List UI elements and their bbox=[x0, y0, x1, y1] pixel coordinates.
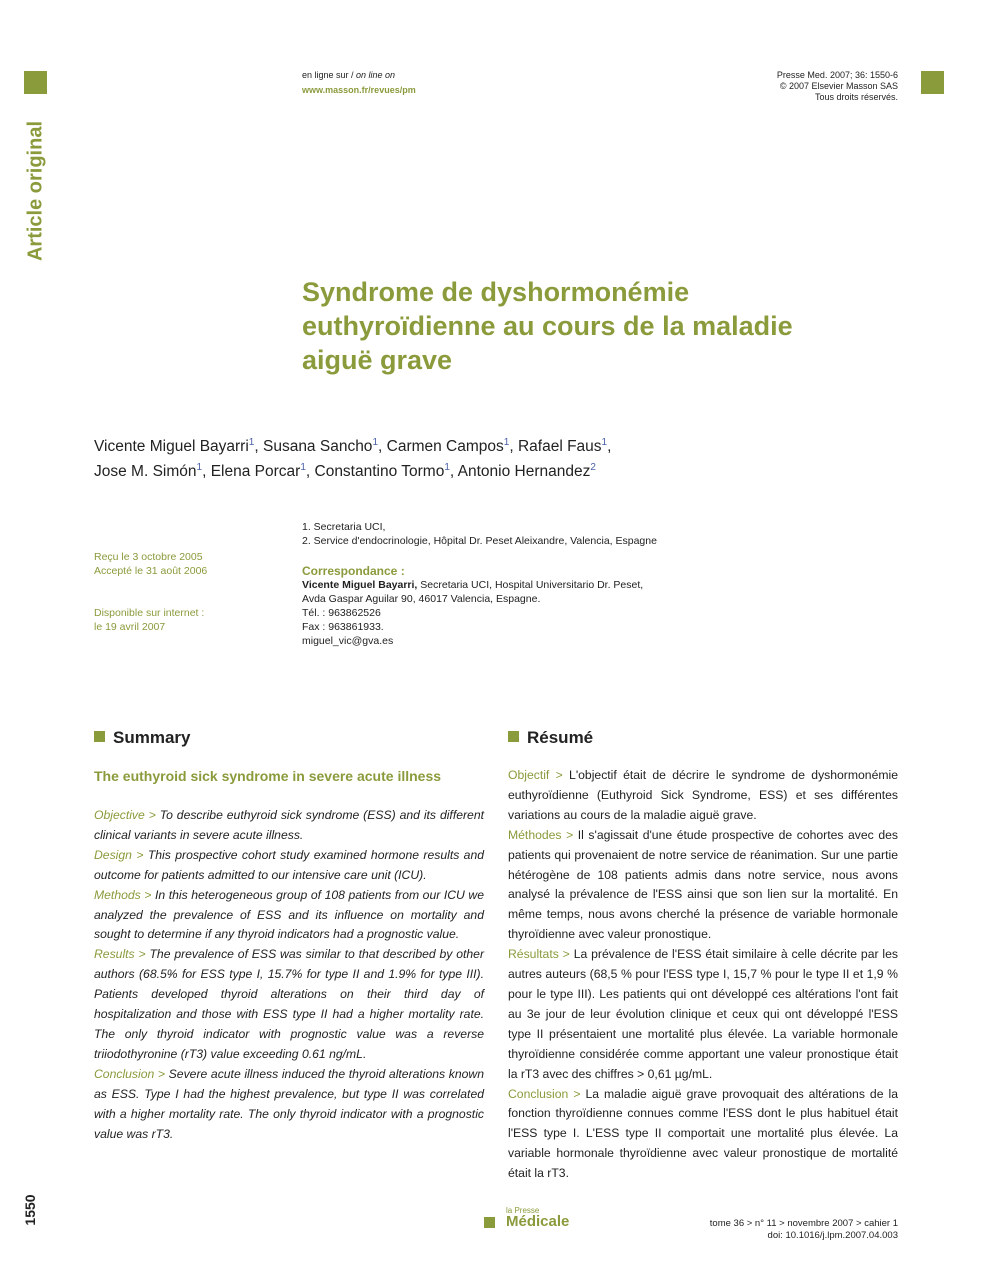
summary-conclusion: Conclusion > Severe acute illness induced the thyroid alterations known as ESS. Type I had the highest prevalence, but type II was correlated with a higher mortality rate. The only thyroid indicator with a prognostic value was rT3. bbox=[94, 1066, 484, 1141]
authors-line-1: Vicente Miguel Bayarri$^1$, Susana Sancho$^1$, Carmen Campos$^1$, Rafael Faus$^1$, bbox=[94, 437, 612, 456]
citation: Presse Med. 2007; 36: 1550-6 bbox=[776, 70, 898, 80]
summary-results: Results > The prevalence of ESS was similar to that described by other authors (68.5% for ESS type I, 15.7% for type II and 1.9% for type III). Patients developed thyroid alterations on their third day of hospitalization and those with ESS type II had a higher mortality rate. The only thyroid indicator with prognostic value was a reverse triiodothyronine (rT3) value exceeding 0.61 ng/mL. bbox=[94, 947, 485, 1061]
resume-methodes: Méthodes > Il s'agissait d'une étude prospective de cohortes avec des patients qui provenaient de notre service de réanimation. Sur une partie hétérogène de 108 patients admis dans notre service, nous avons analysé la prévalence de l'ESS ainsi que son lien sur la mortalité. En même temps, nous avons cherché la présence de variable hormonale thyroïdienne avec valeur pronostique. bbox=[508, 827, 898, 942]
article-title: Syndrome de dyshormonémie euthyroïdienne au cours de la maladie aiguë grave bbox=[302, 277, 793, 375]
issue-info: tome 36 > n° 11 > novembre 2007 > cahier 1 doi: 10.1016/j.lpm.2007.04.003 bbox=[709, 1218, 898, 1241]
summary-objective: Objective > To describe euthyroid sick syndrome (ESS) and its different clinical variants in severe acute illness. bbox=[94, 808, 484, 842]
bullet-square-icon bbox=[508, 731, 519, 742]
summary-heading: Summary bbox=[94, 728, 190, 748]
article-dates: Reçu le 3 octobre 2005 Accepté le 31 août 2006 Disponible sur internet : le 19 avril 2007 bbox=[94, 551, 208, 633]
page-number: 1550 bbox=[22, 1194, 38, 1226]
corner-square-right bbox=[921, 71, 944, 94]
bullet-square-icon bbox=[94, 731, 105, 742]
resume-body bbox=[508, 766, 898, 1184]
email-link[interactable]: miguel_vic@gva.es bbox=[302, 635, 394, 647]
copyright: © 2007 Elsevier Masson SAS bbox=[779, 81, 898, 91]
online-header: en ligne sur / on line on www.masson.fr/revues/pm bbox=[302, 70, 416, 95]
summary-design: Design > This prospective cohort study examined hormone results and outcome for patients admitted to our intensive care unit (ICU). bbox=[94, 847, 485, 882]
article-type-label: Article original bbox=[24, 120, 47, 261]
logo-square-icon bbox=[484, 1217, 495, 1228]
journal-url[interactable]: www.masson.fr/revues/pm bbox=[302, 85, 416, 95]
summary-methods: Methods > In this heterogeneous group of 108 patients from our ICU we analyzed the prevalence of ESS and its influence on mortality and sought to determine if any thyroid indicators had a prognostic value. bbox=[94, 887, 484, 942]
resume-objectif: Objectif > L'objectif était de décrire le syndrome de dyshormonémie euthyroïdienne (Euthyroid Sick Syndrome, ESS) et ses différentes variations au cours de la maladie aiguë grave. bbox=[508, 768, 898, 822]
corner-square-left bbox=[24, 71, 47, 94]
citation-header bbox=[638, 70, 898, 103]
english-title: The euthyroid sick syndrome in severe acute illness bbox=[94, 768, 442, 784]
rights: Tous droits réservés. bbox=[814, 92, 898, 102]
summary-body bbox=[94, 806, 484, 1144]
authors-line-2: Jose M. Simón$^1$, Elena Porcar$^1$, Constantino Tormo$^1$, Antonio Hernandez$^2$ bbox=[94, 462, 596, 481]
journal-logo: la Presse Médicale bbox=[484, 1206, 569, 1230]
correspondence-block: Correspondance : Vicente Miguel Bayarri, Secretaria UCI, Hospital Universitario Dr. Peset, Avda Gaspar Aguilar 90, 46017 Valencia, Espagne. Tél. : 963862526 Fax : 963861933. miguel_vic@gva.es bbox=[302, 564, 742, 648]
resume-resultats: Résultats > La prévalence de l'ESS était similaire à celle décrite par les autres auteurs (68,5 % pour l'ESS type I, 15,7 % pour le type II et 1,9 % pour le type III). Les patients qui ont développé ces altérations l'ont fait au 3e jour de leur évolution clinique et ceux qui ont développé l'ESS type II présentaient une mortalité plus élevée. La variable hormonale thyroïdienne considérée comme apportant une valeur pronostique était la rT3 avec des chiffres > 0,61 µg/mL. bbox=[508, 947, 898, 1081]
resume-conclusion: Conclusion > La maladie aiguë grave provoquait des altérations de la fonction thyroïdienne connues comme l'ESS dont le plus habituel était l'ESS type I. L'ESS type II comportait une mortalité plus élevée. La variable hormonale thyroïdienne avec valeur pronostique de mortalité était la rT3. bbox=[508, 1086, 898, 1181]
author-list bbox=[94, 432, 734, 482]
resume-heading: Résumé bbox=[508, 728, 593, 748]
doi[interactable]: doi: 10.1016/j.lpm.2007.04.003 bbox=[767, 1230, 898, 1241]
affiliations: 1. Secretaria UCI, 2. Service d'endocrinologie, Hôpital Dr. Peset Aleixandre, Valencia, Espagne bbox=[302, 521, 657, 547]
